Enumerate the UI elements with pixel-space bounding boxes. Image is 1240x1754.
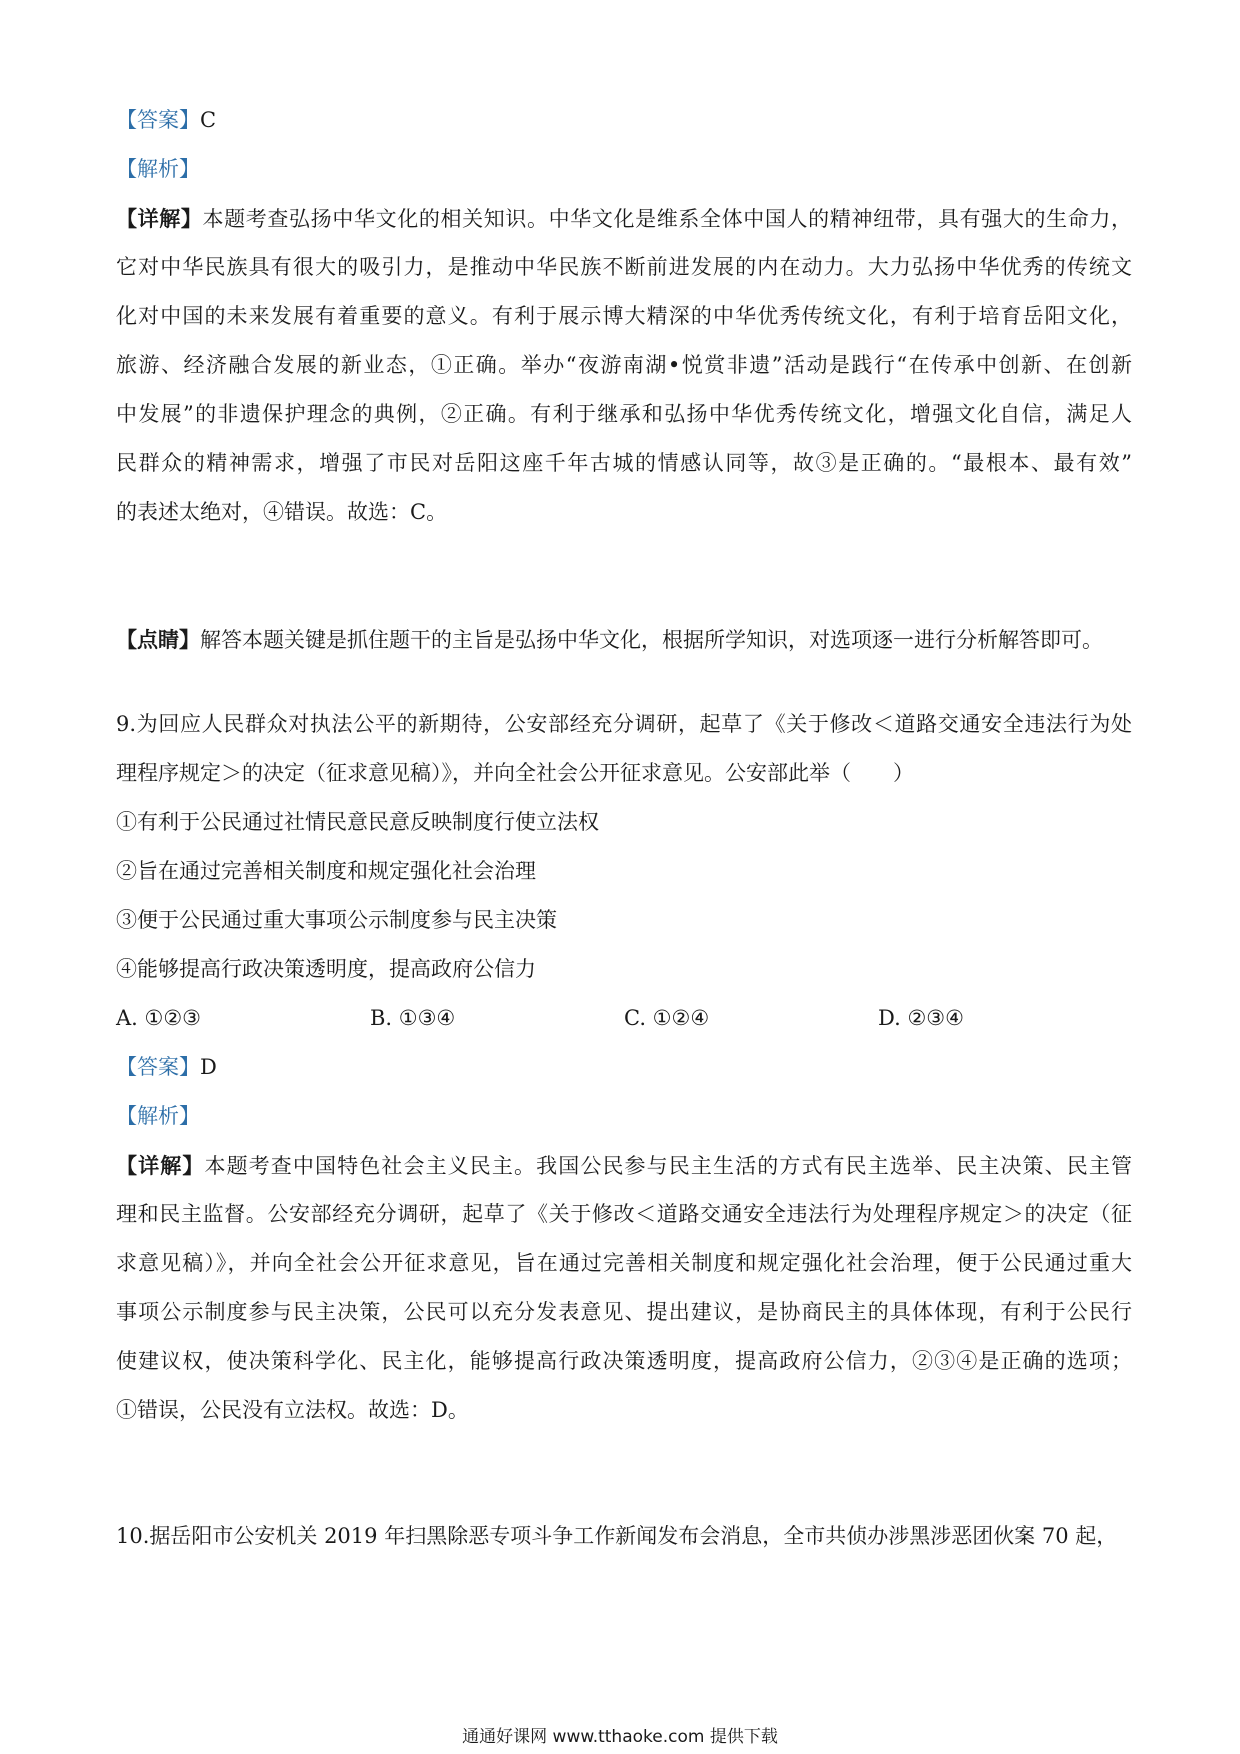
q9-detail-line: 求意见稿）》，并向全社会公开征求意见，旨在通过完善相关制度和规定强化社会治理，便于公民通过重大 [116,1251,1132,1275]
answer-value: C [200,108,217,132]
q9-stem [116,700,1132,798]
q9-option-b: B. ①③④ [370,1006,456,1030]
q9-detail-line: 【详解】本题考查中国特色社会主义民主。我国公民参与民主生活的方式有民主选举、民主决策、民主管 [116,1153,1132,1178]
analysis-label: 【解析】 [116,157,200,181]
analysis-label: 【解析】 [116,1104,200,1128]
q9-option-c: C. ①②④ [624,1006,710,1030]
q8-detail-line: 【详解】本题考查弘扬中华文化的相关知识。中华文化是维系全体中国人的精神纽带，具有强大的生命力， [116,206,1132,231]
q8-detail-line: 民群众的精神需求，增强了市民对岳阳这座千年古城的情感认同等，故③是正确的。“最根本、最有效” [116,451,1132,475]
q8-detail-line: 化对中国的未来发展有着重要的意义。有利于展示博大精深的中华优秀传统文化，有利于培育岳阳文化， [116,304,1132,328]
q9-stem-line: 9.为回应人民群众对执法公平的新期待，公安部经充分调研，起草了《关于修改＜道路交通安全违法行为处 [116,712,1132,736]
q10-stem-line: 10.据岳阳市公安机关 2019 年扫黑除恶专项斗争工作新闻发布会消息，全市共侦办涉黑涉恶团伙案 70 起， [116,1524,1118,1548]
detail-label: 【详解】 [116,1153,205,1178]
q8-detail-line: 的表述太绝对，④错误。故选：C。 [116,500,448,524]
answer-label: 【答案】 [116,1055,200,1079]
q9-detail-line: ①错误，公民没有立法权。故选：D。 [116,1398,469,1422]
q9-options [116,994,1132,1043]
answer-label: 【答案】 [116,108,200,132]
q9-statement: ③便于公民通过重大事项公示制度参与民主决策 [116,908,557,932]
q9-option-d: D. ②③④ [878,1006,964,1030]
detail-label: 【详解】 [116,206,203,231]
q9-statements [116,798,1132,994]
page-footer: 通通好课网 www.tthaoke.com 提供下载 [462,1727,778,1747]
q9-detail-line: 事项公示制度参与民主决策，公民可以充分发表意见、提出建议，是协商民主的具体体现，有利于公民行 [116,1300,1132,1324]
q9-detail-line: 理和民主监督。公安部经充分调研，起草了《关于修改＜道路交通安全违法行为处理程序规定＞的决定（征 [116,1202,1132,1226]
q8-analysis [116,145,1132,194]
answer-value: D [200,1055,217,1079]
q9-answer [116,1043,1132,1092]
tip-text: 解答本题关键是抓住题干的主旨是弘扬中华文化，根据所学知识，对选项逐一进行分析解答即可。 [200,628,1103,652]
q9-detail-line: 使建议权，使决策科学化、民主化，能够提高行政决策透明度，提高政府公信力，②③④是正确的选项； [116,1349,1132,1373]
q9-statement: ②旨在通过完善相关制度和规定强化社会治理 [116,859,536,883]
q9-analysis [116,1092,1132,1141]
q8-answer [116,96,1132,145]
document-page [116,96,1132,1561]
tip-label: 【点睛】 [116,627,200,652]
q8-detail-line: 中发展”的非遗保护理念的典例，②正确。有利于继承和弘扬中华优秀传统文化，增强文化自信，满足人 [116,402,1132,426]
q9-stem-line: 理程序规定＞的决定（征求意见稿）》，并向全社会公开征求意见。公安部此举（ ） [116,761,914,785]
q9-statement: ①有利于公民通过社情民意民意反映制度行使立法权 [116,810,599,834]
q9-detail [116,1141,1132,1435]
q9-option-a: A. ①②③ [116,1006,201,1030]
q9-statement: ④能够提高行政决策透明度，提高政府公信力 [116,957,536,981]
q8-detail [116,194,1132,537]
q8-detail-line: 它对中华民族具有很大的吸引力，是推动中华民族不断前进发展的内在动力。大力弘扬中华优秀的传统文 [116,255,1132,279]
q8-detail-line: 旅游、经济融合发展的新业态，①正确。举办“夜游南湖•悦赏非遗”活动是践行“在传承中创新、在创新 [116,353,1132,377]
q8-tip [116,615,1132,664]
